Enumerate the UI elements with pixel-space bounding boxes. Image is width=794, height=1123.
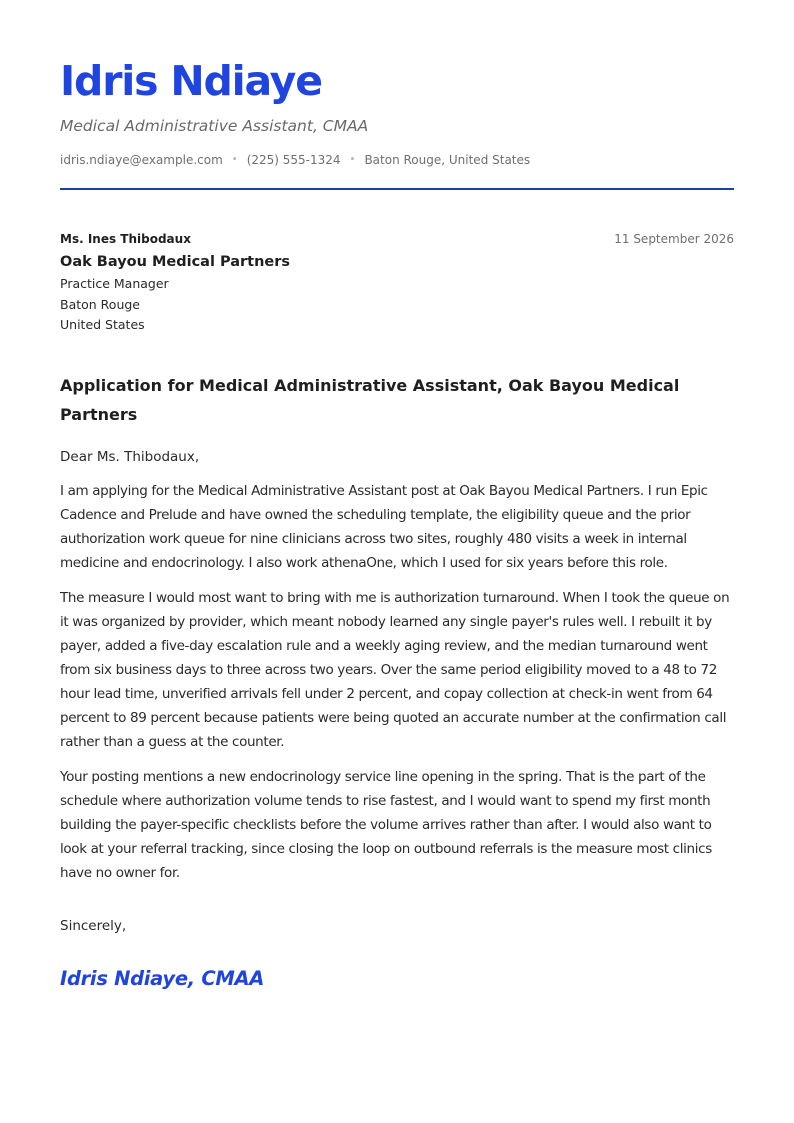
recipient-block	[60, 231, 734, 336]
contact-line	[60, 152, 734, 168]
letter-subject: Application for Medical Administrative Assistant, Oak Bayou Medical Partners	[60, 375, 680, 424]
recipient-role: Practice Manager	[60, 276, 169, 291]
recipient-city: Baton Rouge	[60, 296, 140, 312]
letter-signature: Idris Ndiaye, CMAA	[60, 966, 265, 990]
header-divider	[60, 188, 734, 190]
letter-closing: Sincerely,	[60, 917, 127, 934]
letter-paragraph: Your posting mentions a new endocrinology service line opening in the spring. That is the part of the schedule where authorization volume tends to rise fastest, and I would want to spend my first month building the payer-specific checklists before the volume arrives rather than after. I would also want to look at your referral tracking, since closing the loop on outbound referrals is the measure most clinics have no owner for.	[60, 768, 712, 881]
contact-separator: •	[231, 154, 238, 165]
letter-paragraph: The measure I would most want to bring with me is authorization turnaround. When I took the queue on it was organized by provider, which meant nobody learned any single payer's rules well. I rebuilt it by payer, added a five-day escalation rule and a weekly aging review, and the median turnaround went from six business days to three across two years. Over the same period eligibility moved to a 48 to 72 hour lead time, unverified arrivals fell under 2 percent, and copay collection at check-in went from 64 percent to 89 percent because patients were being quoted an accurate number at the confirmation call rather than a guess at the counter.	[60, 589, 730, 750]
recipient-name: Ms. Ines Thibodaux	[60, 232, 191, 246]
letter-paragraph: I am applying for the Medical Administrative Assistant post at Oak Bayou Medical Partners. I run Epic Cadence and Prelude and have owned the scheduling template, the eligibility queue and the prior authorization work queue for nine clinicians across two sites, roughly 480 visits a week in internal medicine and endocrinology. I also work athenaOne, which I used for six years before this role.	[60, 482, 708, 571]
contact-email: idris.ndiaye@example.com	[60, 153, 223, 167]
recipient-country: United States	[60, 317, 145, 332]
contact-location: Baton Rouge, United States	[364, 153, 531, 167]
recipient-company: Oak Bayou Medical Partners	[60, 254, 291, 270]
letter-date: 11 September 2026	[614, 232, 734, 246]
letter-salutation: Dear Ms. Thibodaux,	[60, 448, 200, 465]
applicant-name: Idris Ndiaye	[60, 57, 322, 105]
applicant-title: Medical Administrative Assistant, CMAA	[60, 117, 369, 135]
contact-phone: (225) 555-1324	[246, 153, 341, 167]
contact-separator: •	[349, 154, 356, 165]
